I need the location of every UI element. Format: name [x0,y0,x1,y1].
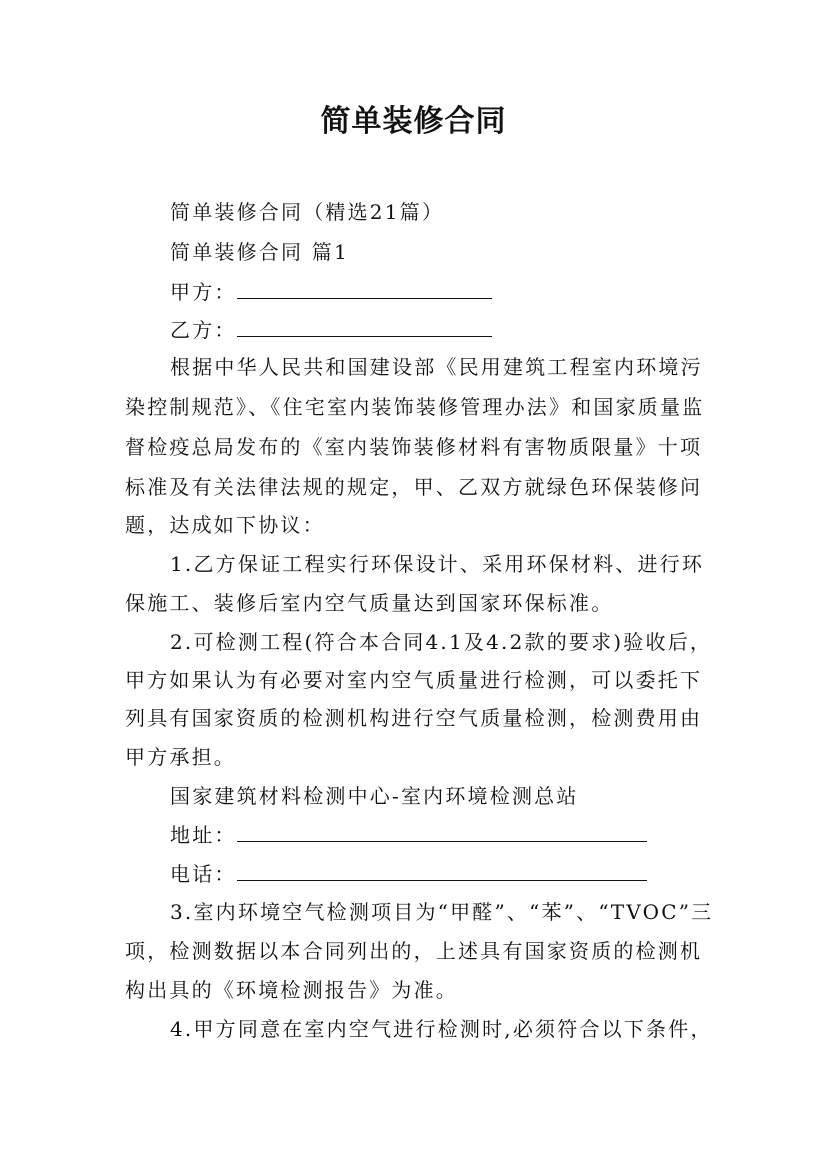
paragraph-line: 1.乙方保证工程实行环保设计、采用环保材料、进行环 [170,552,705,576]
paragraph-line: 题，达成如下协议： [125,513,325,537]
paragraph-line: 保施工、装修后室内空气质量达到国家环保标准。 [125,591,614,615]
subtitle-line: 简单装修合同（精选21篇） [170,200,445,224]
paragraph-line: 构出具的《环境检测报告》为准。 [125,978,458,1002]
paragraph-line: 项，检测数据以本合同列出的，上述具有国家资质的检测机 [125,939,703,963]
party-b-blank [237,318,492,337]
agency-name-line: 国家建筑材料检测中心-室内环境检测总站 [170,784,579,808]
party-a-label: 甲方： [170,280,237,304]
phone-label: 电话： [170,862,237,886]
paragraph-line: 根据中华人民共和国建设部《民用建筑工程室内环境污 [170,355,703,379]
paragraph-line: 染控制规范》、《住宅室内装饰装修管理办法》和国家质量监 [125,395,705,419]
paragraph-line: 4.甲方同意在室内空气进行检测时,必须符合以下条件， [170,1017,713,1041]
paragraph-line: 甲方如果认为有必要对室内空气质量进行检测，可以委托下 [125,668,703,692]
phone-row [170,862,750,886]
address-row [170,823,750,847]
paragraph-line: 2.可检测工程(符合本合同4.1及4.2款的要求)验收后， [170,630,713,654]
paragraph-line: 甲方承担。 [125,745,236,769]
party-b-label: 乙方： [170,318,237,342]
address-label: 地址： [170,823,237,847]
party-a-blank [237,280,492,299]
party-a-row [170,280,750,304]
paragraph-line: 督检疫总局发布的《室内装饰装修材料有害物质限量》十项 [125,435,703,459]
party-b-row [170,318,750,342]
paragraph-line: 标准及有关法律法规的规定，甲、乙双方就绿色环保装修问 [125,475,703,499]
paragraph-line: 3.室内环境空气检测项目为“甲醛”、“苯”、“TVOC”三 [170,900,714,924]
paragraph-line: 列具有国家资质的检测机构进行空气质量检测，检测费用由 [125,706,703,730]
address-blank [237,823,647,842]
section-heading: 简单装修合同 篇1 [170,240,349,264]
document-title: 简单装修合同 [320,104,507,139]
phone-blank [237,862,647,881]
